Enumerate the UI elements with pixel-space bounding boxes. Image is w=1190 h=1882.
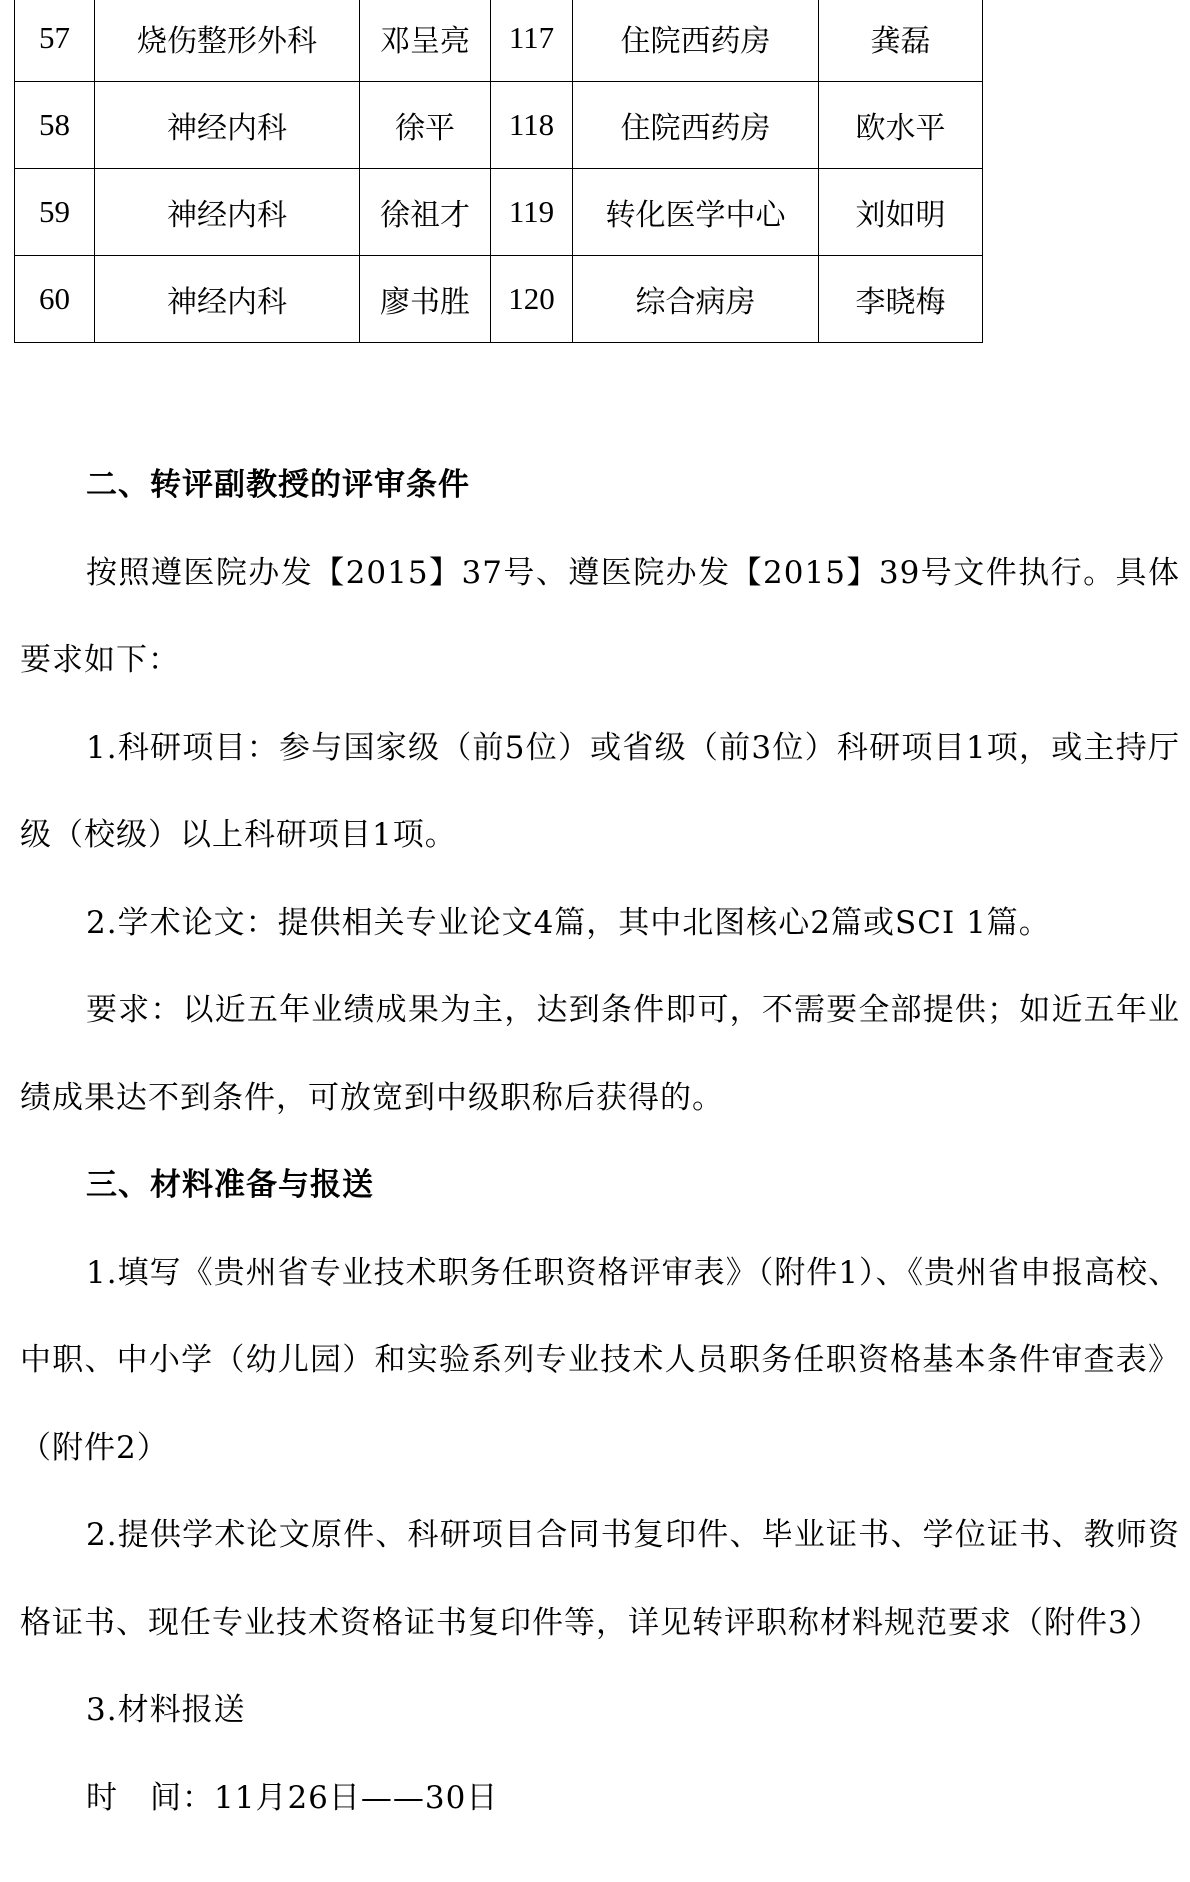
row-number: 58 <box>15 82 95 169</box>
department-cell: 住院西药房 <box>573 82 819 169</box>
department-cell: 住院西药房 <box>573 0 819 82</box>
person-name-cell: 欧水平 <box>819 82 983 169</box>
paragraph-research-projects: 1.科研项目：参与国家级（前5位）或省级（前3位）科研项目1项，或主持厅级（校级）以上科研项目1项。 <box>20 729 1180 853</box>
row-number: 119 <box>491 169 573 256</box>
person-name-cell: 龚磊 <box>819 0 983 82</box>
paragraph-submission: 3.材料报送 <box>86 1692 246 1728</box>
staff-table <box>14 0 983 343</box>
section-heading-review-conditions: 二、转评副教授的评审条件 <box>86 467 470 503</box>
person-name-cell: 徐平 <box>360 82 491 169</box>
department-cell: 综合病房 <box>573 256 819 343</box>
section-heading-materials: 三、材料准备与报送 <box>86 1167 374 1203</box>
row-number: 59 <box>15 169 95 256</box>
row-number: 118 <box>491 82 573 169</box>
department-cell: 神经内科 <box>95 256 360 343</box>
table-row <box>15 0 983 82</box>
paragraph-submission-time: 时 间：11月26日——30日 <box>86 1779 499 1816</box>
table-row <box>15 82 983 169</box>
paragraph-requirements: 要求：以近五年业绩成果为主，达到条件即可，不需要全部提供；如近五年业绩成果达不到条件，可放宽到中级职称后获得的。 <box>20 992 1180 1116</box>
paragraph-provide-documents: 2.提供学术论文原件、科研项目合同书复印件、毕业证书、学位证书、教师资格证书、现任专业技术资格证书复印件等，详见转评职称材料规范要求（附件3） <box>20 1517 1180 1641</box>
row-number: 117 <box>491 0 573 82</box>
paragraph-policy-basis: 按照遵医院办发【2015】37号、遵医院办发【2015】39号文件执行。具体要求如下： <box>20 554 1180 678</box>
row-number: 120 <box>491 256 573 343</box>
department-cell: 转化医学中心 <box>573 169 819 256</box>
person-name-cell: 刘如明 <box>819 169 983 256</box>
table-row <box>15 256 983 343</box>
row-number: 57 <box>15 0 95 82</box>
person-name-cell: 邓呈亮 <box>360 0 491 82</box>
table-row <box>15 169 983 256</box>
department-cell: 神经内科 <box>95 82 360 169</box>
department-cell: 神经内科 <box>95 169 360 256</box>
row-number: 60 <box>15 256 95 343</box>
person-name-cell: 李晓梅 <box>819 256 983 343</box>
department-cell: 烧伤整形外科 <box>95 0 360 82</box>
person-name-cell: 徐祖才 <box>360 169 491 256</box>
document-body <box>20 442 1180 1842</box>
paragraph-academic-papers: 2.学术论文：提供相关专业论文4篇，其中北图核心2篇或SCI 1篇。 <box>86 904 1051 941</box>
paragraph-fill-forms: 1.填写《贵州省专业技术职务任职资格评审表》（附件1）、《贵州省申报高校、中职、中小学（幼儿园）和实验系列专业技术人员职务任职资格基本条件审查表》（附件2） <box>20 1254 1180 1466</box>
person-name-cell: 廖书胜 <box>360 256 491 343</box>
